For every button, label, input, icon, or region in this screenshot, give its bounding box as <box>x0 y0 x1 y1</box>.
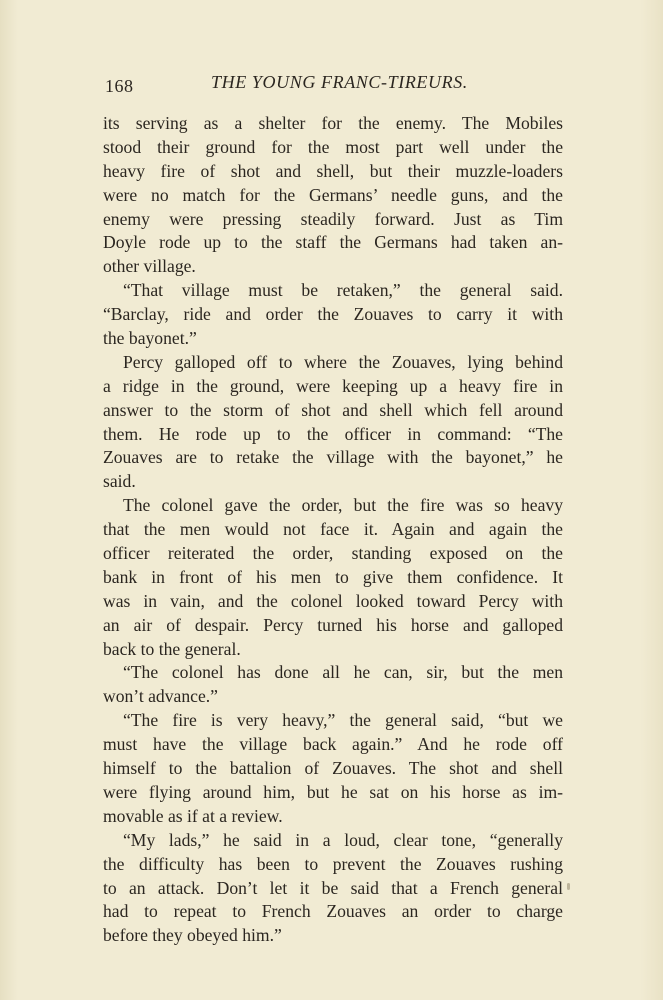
text-line: was in vain, and the colonel looked toward Percy with <box>103 590 563 611</box>
text-line: the difficulty has been to prevent the Zouaves rushing <box>103 853 563 874</box>
text-line: back to the general. <box>103 638 241 659</box>
text-line: Percy galloped off to where the Zouaves, lying behind <box>123 351 563 372</box>
text-line: a ridge in the ground, were keeping up a heavy fire in <box>103 375 563 396</box>
text-line: an air of despair. Percy turned his horse and galloped <box>103 614 563 635</box>
text-line: must have the village back again.” And he rode off <box>103 734 563 755</box>
body-text <box>103 112 563 948</box>
running-title: THE YOUNG FRANC-TIREURS. <box>211 72 468 92</box>
text-line: Zouaves are to retake the village with the bayonet,” he <box>103 447 563 468</box>
text-line: movable as if at a review. <box>103 805 283 826</box>
page-number: 168 <box>105 76 134 96</box>
text-line: them. He rode up to the officer in command: “The <box>103 423 563 444</box>
text-line: to an attack. Don’t let it be said that a French general <box>103 877 563 898</box>
text-line: that the men would not face it. Again and again the <box>103 519 563 540</box>
text-line: answer to the storm of shot and shell which fell around <box>103 399 563 420</box>
text-line: “Barclay, ride and order the Zouaves to carry it with <box>103 304 563 325</box>
text-line: Doyle rode up to the staff the Germans had taken an- <box>103 232 563 253</box>
text-line: bank in front of his men to give them confidence. It <box>103 566 563 587</box>
text-line: were flying around him, but he sat on his horse as im- <box>103 781 563 802</box>
text-line: “That village must be retaken,” the general said. <box>123 280 563 301</box>
text-line: The colonel gave the order, but the fire was so heavy <box>123 495 563 516</box>
text-line: himself to the battalion of Zouaves. The shot and shell <box>103 758 563 779</box>
ink-speck <box>567 883 570 890</box>
text-line: had to repeat to French Zouaves an order to charge <box>103 901 563 922</box>
page-header <box>103 70 563 100</box>
text-line: won’t advance.” <box>103 686 218 707</box>
text-line: “My lads,” he said in a loud, clear tone, “generally <box>123 829 563 850</box>
text-line: heavy fire of shot and shell, but their muzzle-loaders <box>103 160 563 181</box>
text-line: said. <box>103 471 136 492</box>
text-line: stood their ground for the most part well under the <box>103 136 563 157</box>
text-line: before they obeyed him.” <box>103 925 282 946</box>
text-line: “The fire is very heavy,” the general said, “but we <box>123 710 563 731</box>
text-line: enemy were pressing steadily forward. Just as Tim <box>103 208 563 229</box>
text-line: officer reiterated the order, standing exposed on the <box>103 543 563 564</box>
text-line: were no match for the Germans’ needle guns, and the <box>103 184 563 205</box>
text-line: its serving as a shelter for the enemy. The Mobiles <box>103 113 563 133</box>
text-line: other village. <box>103 256 196 277</box>
text-line: the bayonet.” <box>103 328 197 349</box>
text-line: “The colonel has done all he can, sir, but the men <box>123 662 563 683</box>
